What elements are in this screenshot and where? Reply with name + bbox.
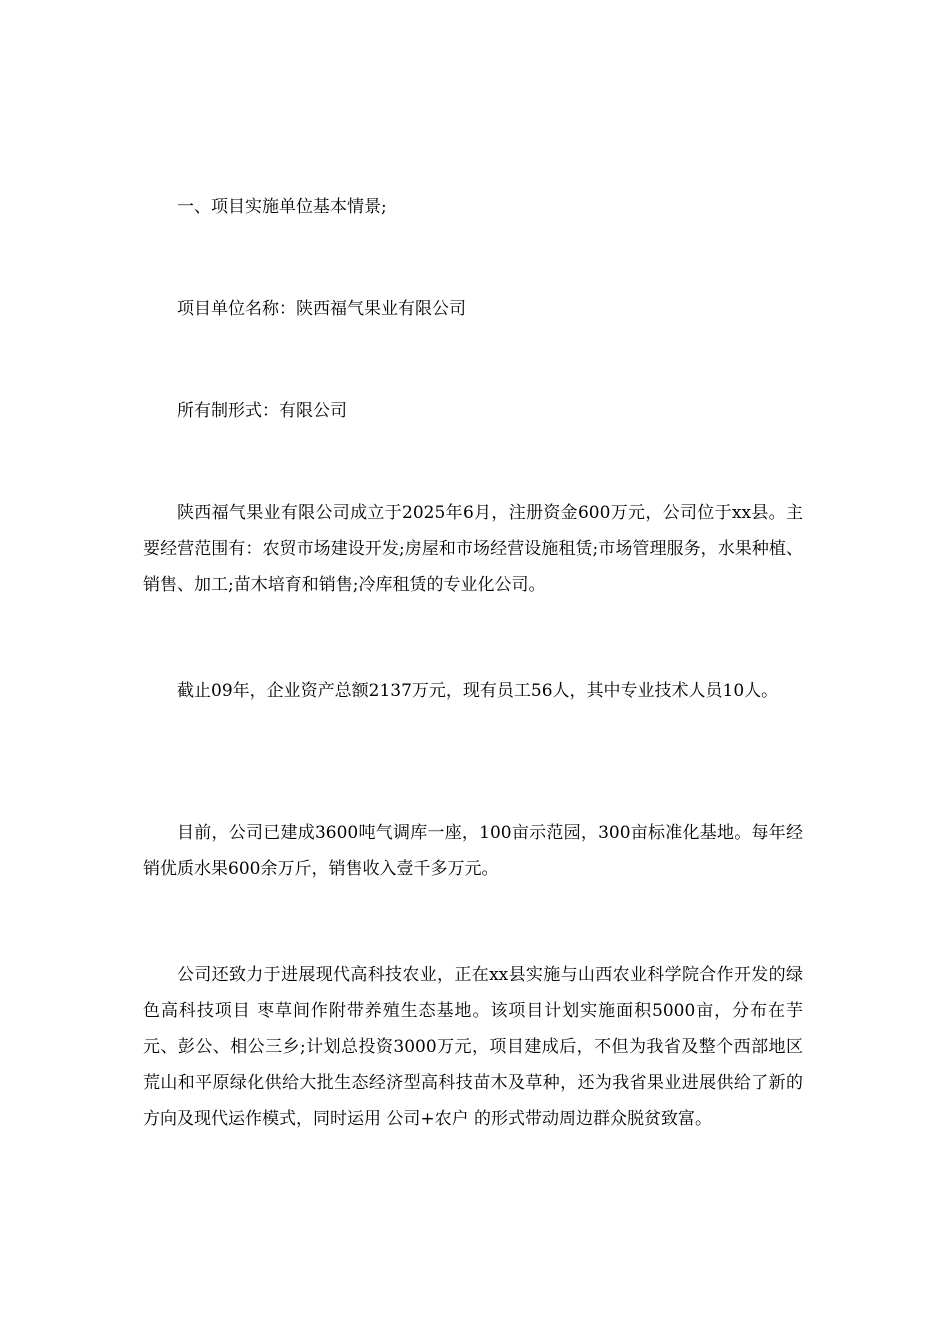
hightech-project-paragraph: 公司还致力于进展现代高科技农业，正在xx县实施与山西农业科学院合作开发的绿色高科技项目 枣草间作附带养殖生态基地。该项目计划实施面积5000亩，分布在芋元、彭公、相公三乡;计划总投资3000万元，项目建成后，不但为我省及整个西部地区荒山和平原绿化供给大批生态经济型高科技苗木及草种，还为我省果业进展供给了新的方向及现代运作模式，同时运用 公司+农户 的形式带动周边群众脱贫致富。 [143,965,803,1129]
section-heading: 一、项目实施单位基本情景; [177,197,387,217]
company-name-line: 项目单位名称：陕西福气果业有限公司 [177,299,466,319]
current-status-paragraph: 目前，公司已建成3600吨气调库一座，100亩示范园，300亩标准化基地。每年经销优质水果600余万斤，销售收入壹千多万元。 [143,823,803,879]
ownership-line: 所有制形式：有限公司 [177,401,347,421]
company-intro-paragraph: 陕西福气果业有限公司成立于2025年6月，注册资金600万元，公司位于xx县。主要经营范围有：农贸市场建设开发;房屋和市场经营设施租赁;市场管理服务，水果种植、销售、加工;苗木培育和销售;冷库租赁的专业化公司。 [143,503,803,595]
assets-paragraph: 截止09年，企业资产总额2137万元，现有员工56人，其中专业技术人员10人。 [177,681,779,701]
